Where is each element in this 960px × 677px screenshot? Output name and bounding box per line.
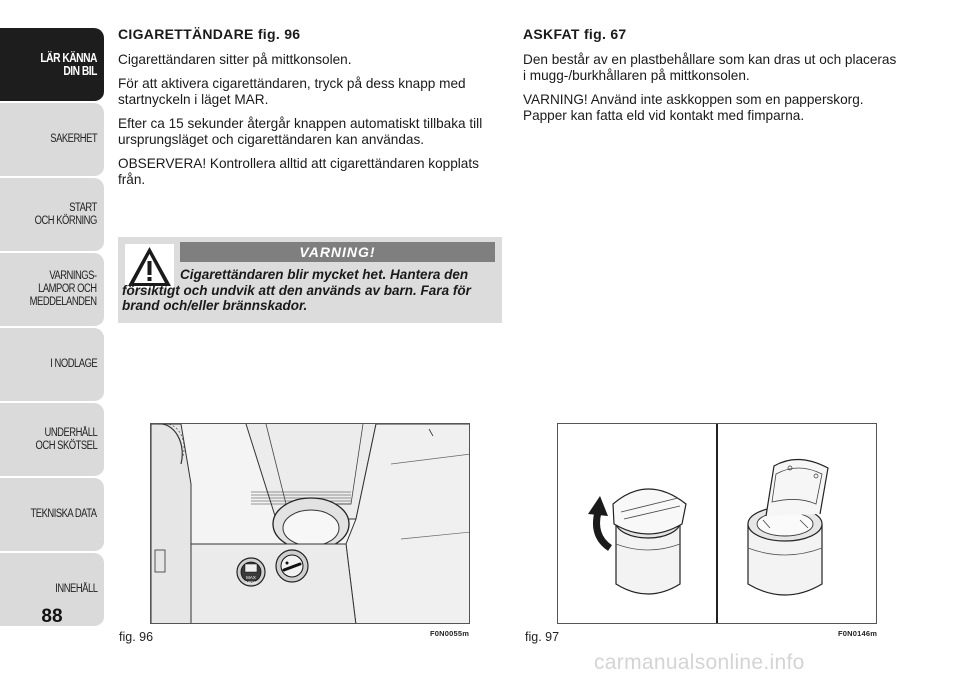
paragraph: För att aktivera cigarettändaren, tryck på dess knapp med startnyckeln i läget MAR. <box>118 76 466 107</box>
figure-96-code: F0N0055m <box>430 629 470 638</box>
paragraph: OBSERVERA! Kontrollera alltid att cigarettändaren kopplats från. <box>118 156 479 187</box>
tab-underhall[interactable]: UNDERHÅLL OCH SKÖTSEL <box>0 403 104 477</box>
warning-title: VARNING! <box>180 242 495 262</box>
ashtray-closed-drawing <box>588 489 686 594</box>
tab-start-och-korning[interactable]: START OCH KÖRNING <box>0 178 104 252</box>
tab-i-nodlage[interactable]: I NÖDLÄGE <box>0 328 104 402</box>
section-heading: CIGARETTÄNDARE fig. 96 <box>118 26 301 42</box>
paragraph: Cigarettändaren sitter på mittkonsolen. <box>118 52 352 67</box>
figure-97-code: F0N0146m <box>838 629 878 638</box>
figure-96-console-illustration <box>150 423 470 624</box>
page-number: 88 <box>41 606 63 627</box>
watermark: carmanualsonline.info <box>594 651 805 674</box>
tab-lar-kanna-din-bil[interactable]: LÄR KÄNNA DIN BIL <box>0 28 104 102</box>
cigarette-lighter-section <box>118 26 498 196</box>
paragraph: Den består av en plastbehållare som kan dras ut och placeras i mugg-/burkhållaren på mittkonsolen. <box>523 52 897 83</box>
figure-97-caption: fig. 97 <box>525 630 560 644</box>
warning-box <box>118 237 502 323</box>
paragraph: VARNING! Använd inte askkoppen som en papperskorg. Papper kan fatta eld vid kontakt med fimparna. <box>523 92 864 123</box>
tab-tekniska-data[interactable]: TEKNISKA DATA <box>0 478 104 552</box>
figure-96-caption: fig. 96 <box>119 630 154 644</box>
section-heading: ASKFAT fig. 67 <box>523 26 627 42</box>
socket-rating-label: MAX 180W <box>245 575 257 585</box>
ashtray-open-drawing <box>748 459 828 595</box>
warning-text: Cigarettändaren blir mycket het. Hantera den försiktigt och undvik att den används av barn. Fara för brand och/eller brännskador. <box>122 267 471 313</box>
tab-varningslampor[interactable]: VARNINGS- LAMPOR OCH MEDDELANDEN <box>0 253 104 327</box>
paragraph: Efter ca 15 sekunder återgår knappen automatiskt tillbaka till ursprungsläget och cigarettändaren kan användas. <box>118 116 483 147</box>
figure-97-ashtray-illustration <box>557 423 877 624</box>
tab-sakerhet[interactable]: SÄKERHET <box>0 103 104 177</box>
ashtray-section <box>523 26 903 132</box>
tab-innehall[interactable]: INNEHÅLL <box>0 553 104 627</box>
